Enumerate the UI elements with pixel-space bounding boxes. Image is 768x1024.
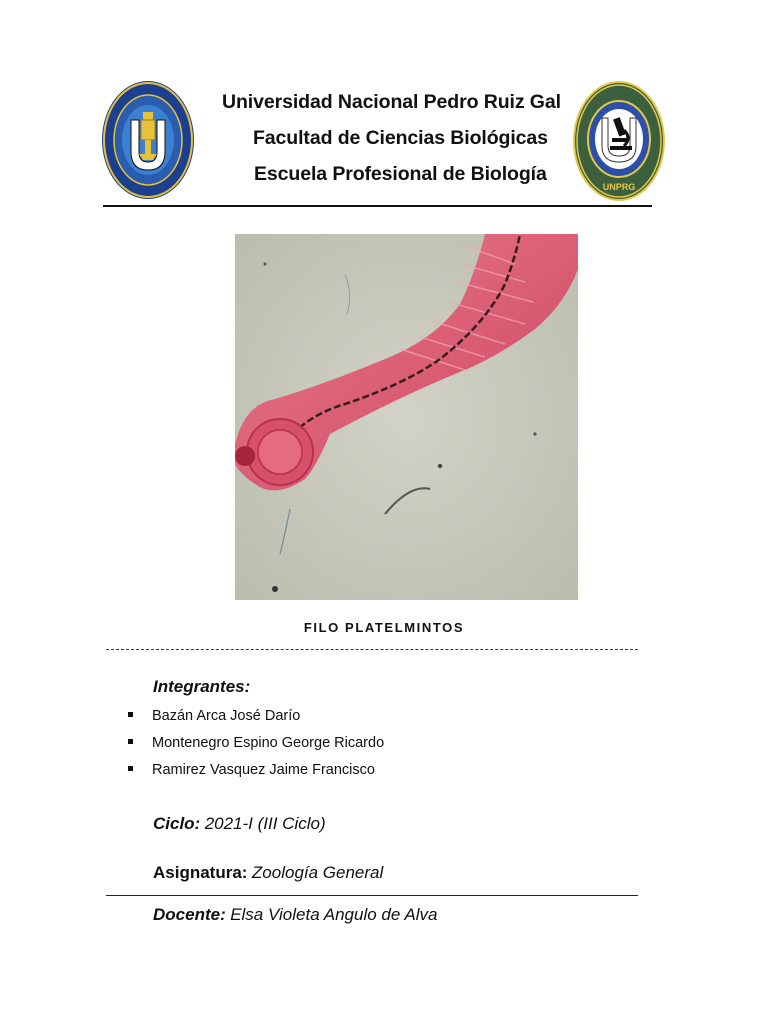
title-divider — [106, 649, 638, 650]
faculty-name: Facultad de Ciencias Biológicas — [253, 127, 548, 149]
subject-label: Asignatura: — [153, 863, 248, 882]
bullet-icon — [128, 766, 133, 771]
university-name: Universidad Nacional Pedro Ruiz Gal — [222, 91, 561, 113]
list-item — [128, 733, 384, 760]
cycle-label: Ciclo: — [153, 814, 201, 833]
member-name: Ramirez Vasquez Jaime Francisco — [152, 762, 375, 778]
bullet-icon — [128, 739, 133, 744]
flatworm-micrograph — [235, 234, 578, 600]
svg-text:UNPRG: UNPRG — [602, 182, 636, 192]
university-seal-icon — [101, 80, 195, 200]
teacher-row — [153, 905, 437, 925]
list-item — [128, 706, 384, 733]
school-name: Escuela Profesional de Biología — [254, 163, 547, 185]
subject-divider — [106, 895, 638, 896]
bullet-icon — [128, 712, 133, 717]
subject-row — [153, 863, 383, 883]
cycle-row — [153, 814, 326, 834]
list-item — [128, 760, 384, 787]
subject-value: Zoología General — [251, 863, 384, 882]
members-label: Integrantes: — [153, 677, 251, 696]
phylum-title: FILO PLATELMINTOS — [303, 620, 465, 635]
teacher-label: Docente: — [153, 905, 226, 924]
header-divider — [103, 205, 652, 207]
faculty-seal-icon — [572, 80, 666, 202]
member-name: Bazán Arca José Darío — [152, 708, 301, 724]
teacher-value: Elsa Violeta Angulo de Alva — [230, 905, 438, 924]
member-name: Montenegro Espino George Ricardo — [152, 735, 385, 751]
cycle-value: 2021-I (III Ciclo) — [204, 814, 326, 833]
members-list — [128, 706, 384, 787]
